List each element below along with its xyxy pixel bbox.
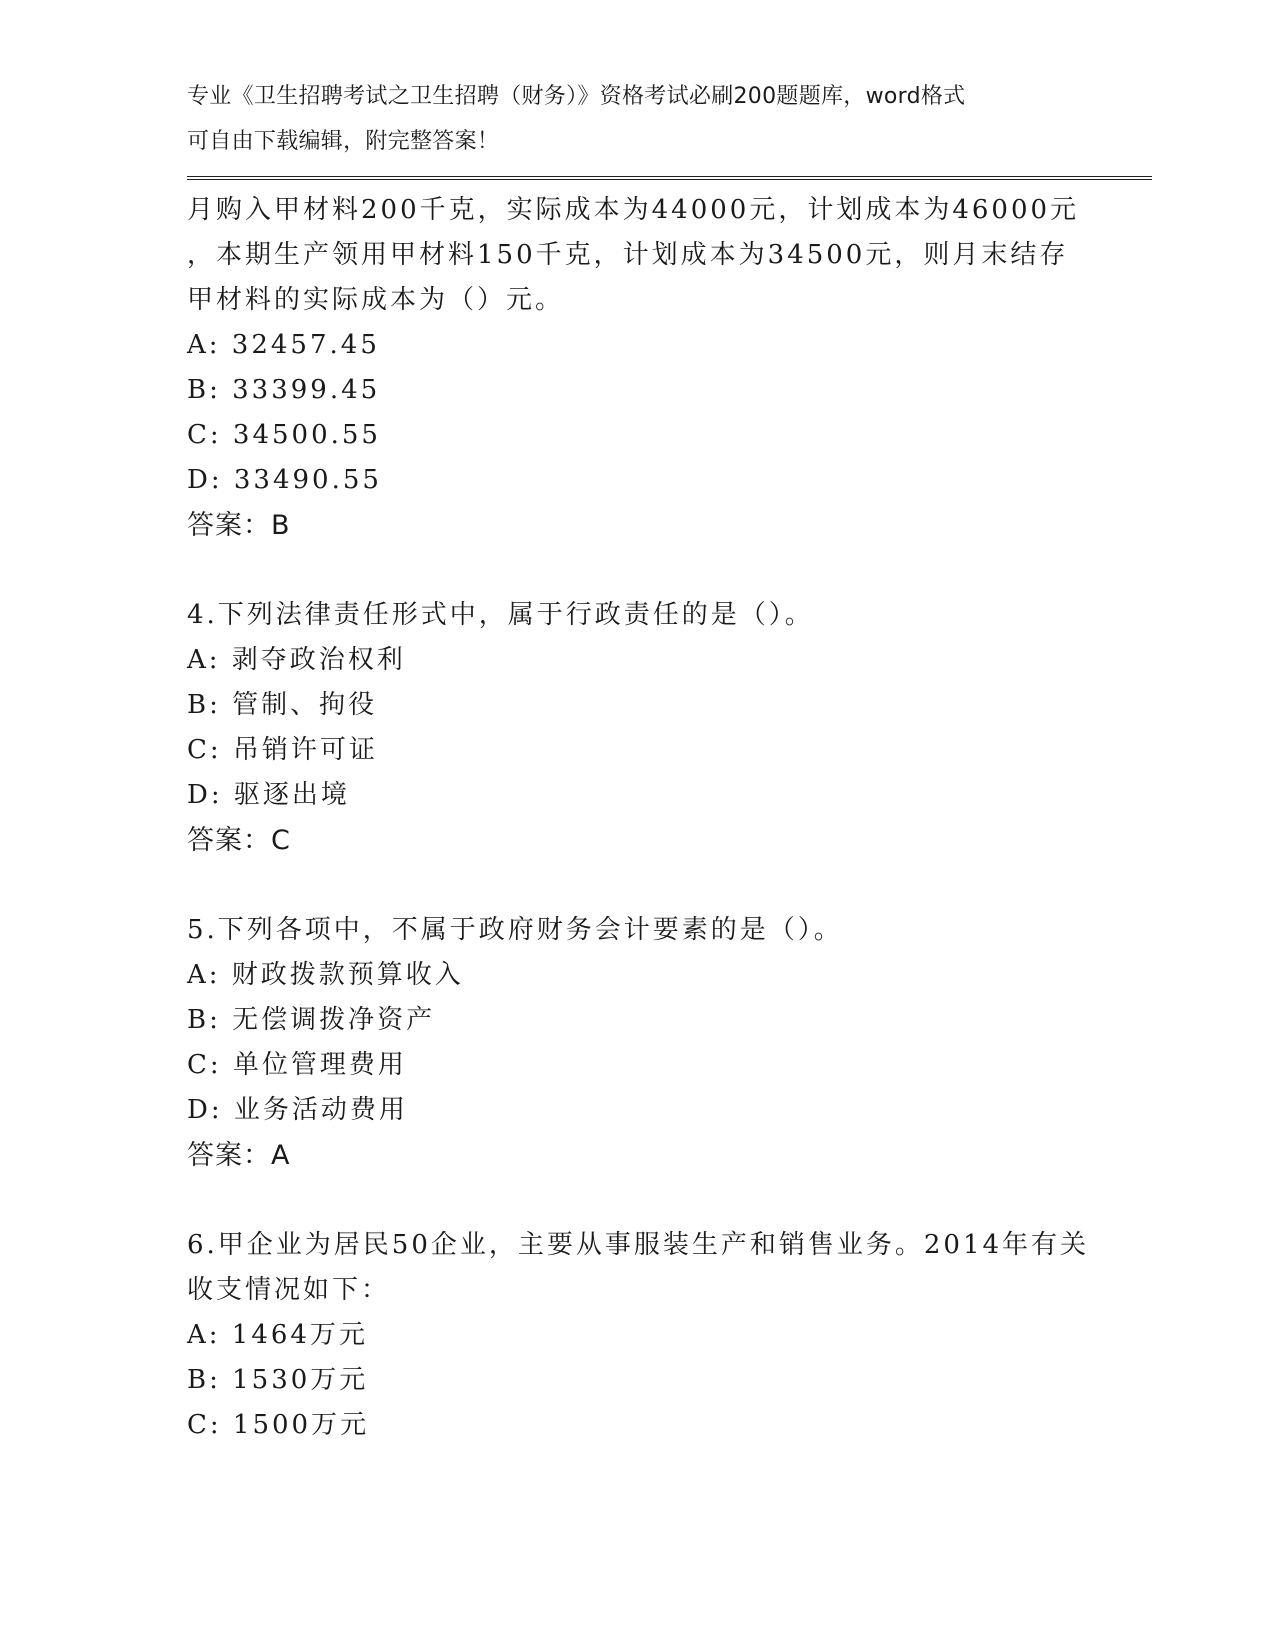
question-stem-line: 收支情况如下： [187,1275,391,1305]
option-a: A: 1464万元 [187,1320,368,1350]
option-c: C: 1500万元 [187,1410,370,1440]
question-stem-line: ，本期生产领用甲材料150千克，计划成本为34500元，则月末结存 [187,240,1069,270]
spacer [187,1178,1117,1223]
question-stem-line: 5.下列各项中，不属于政府财务会计要素的是（）。 [187,915,843,945]
option-d: D: 33490.55 [187,465,382,495]
question-6 [187,1223,1117,1448]
header-line-2: 可自由下载编辑，附完整答案！ [187,129,500,154]
option-b: B: 无偿调拨净资产 [187,1005,436,1035]
question-stem-line: 6.甲企业为居民50企业，主要从事服装生产和销售业务。2014年有关 [187,1230,1090,1260]
option-d: D: 驱逐出境 [187,780,350,810]
option-a: A: 32457.45 [187,330,380,360]
option-b: B: 1530万元 [187,1365,369,1395]
spacer [187,548,1117,593]
option-a: A: 剥夺政治权利 [187,645,406,675]
question-4 [187,593,1117,863]
question-stem-line: 甲材料的实际成本为（）元。 [187,285,565,315]
option-b: B: 33399.45 [187,375,381,405]
option-b: B: 管制、拘役 [187,690,378,720]
question-5 [187,908,1117,1178]
header-divider [187,176,1152,180]
answer-line: 答案：A [187,1140,291,1171]
question-stem-line: 4.下列法律责任形式中，属于行政责任的是（）。 [187,600,814,630]
option-c: C: 吊销许可证 [187,735,378,765]
document-header [187,74,1087,164]
option-c: C: 34500.55 [187,420,381,450]
spacer [187,863,1117,908]
header-line-1: 专业《卫生招聘考试之卫生招聘（财务）》资格考试必刷200题题库，word格式 [187,84,966,109]
question-list [187,188,1117,1448]
question-3 [187,188,1117,548]
option-d: D: 业务活动费用 [187,1095,408,1125]
option-a: A: 财政拨款预算收入 [187,960,464,990]
answer-line: 答案：B [187,510,291,541]
question-stem-line: 月购入甲材料200千克，实际成本为44000元，计划成本为46000元 [187,195,1080,225]
answer-line: 答案：C [187,825,291,856]
option-c: C: 单位管理费用 [187,1050,407,1080]
